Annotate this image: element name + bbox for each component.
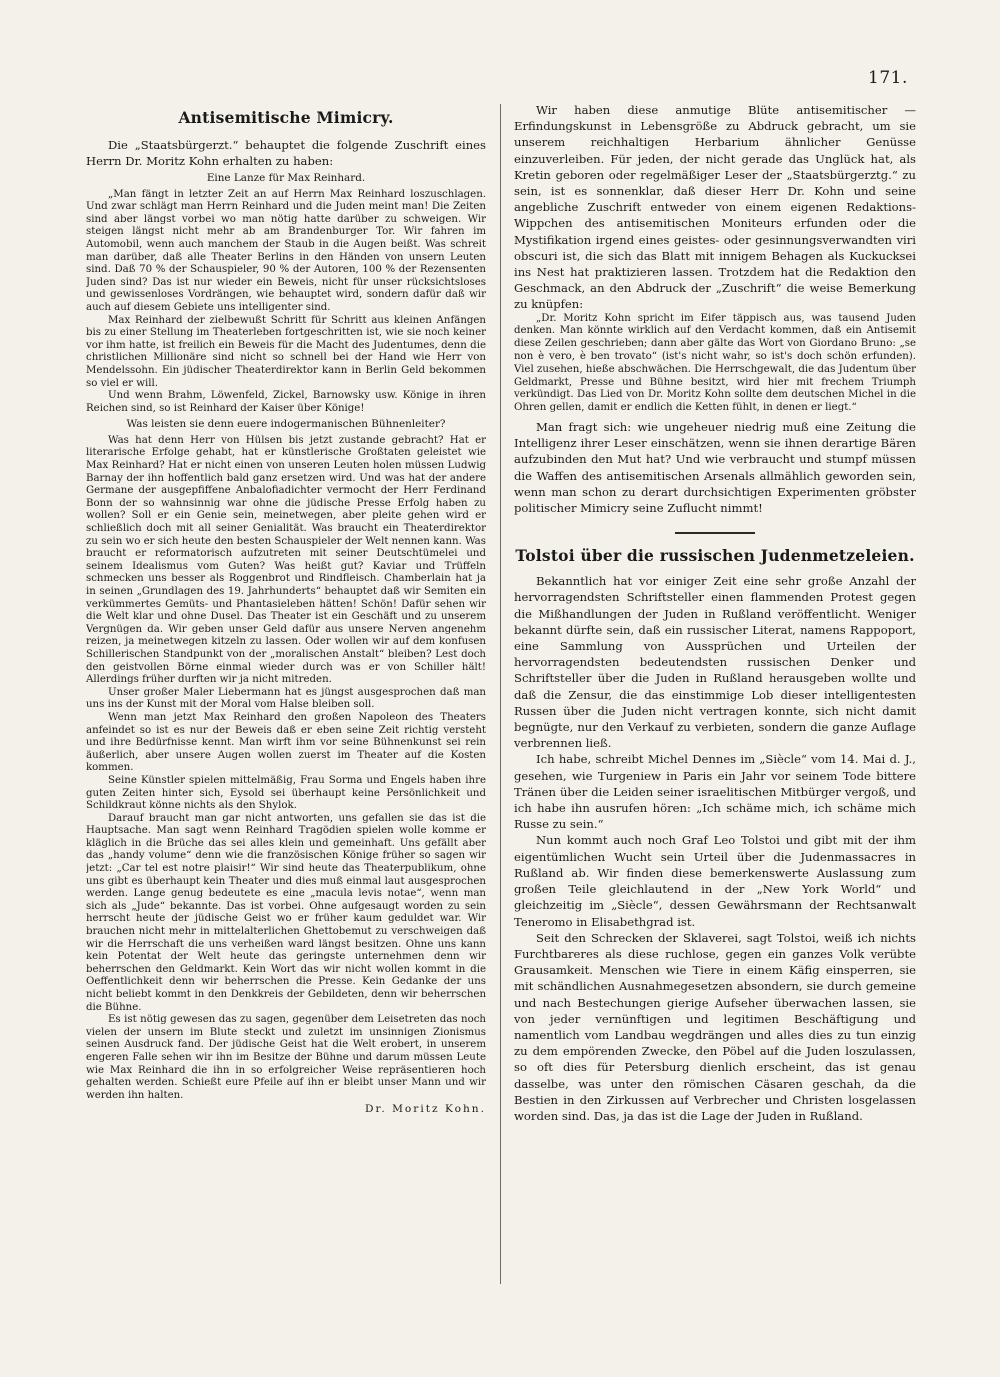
paragraph: Seit den Schrecken der Sklaverei, sagt Tolstoi, weiß ich nichts Furchtbareres als diese ruchlose, gegen ein ganzes Volk verübte Grausamkeit. Menschen wie Tiere in einem Käfig einsperren, sie mit schändlichen Ausnahmegesetzen absondern, sie durch gemeine und nach Bestechungen gierige Aufseher überwachen lassen, sie von jeder vernünftigen und legitimen Beschäftigung und namentlich vom Landbau wegdrängen und alles dies zu tun einzig zu dem empörenden Zwecke, den Pöbel auf die Juden loszulassen, so oft dies für Petersburg dienlich erscheint, das ist genau dasselbe, was unter den römischen Cäsaren geschah, da die Bestien in den Zirkussen auf Verbrecher und Christen losgelassen worden sind. Das, ja das ist die Lage der Juden in Rußland. [514,930,916,1123]
paragraph: Unser großer Maler Liebermann hat es jüngst ausgesprochen daß man uns ins der Kunst mit der Moral vom Halse bleiben soll. [86,686,486,711]
paragraph: Darauf braucht man gar nicht antworten, uns gefallen sie das ist die Hauptsache. Man sagt wenn Reinhard Tragödien spielen wolle komme er kläglich in die Brüche das sei alles klein und gemeinhaft. Uns gefällt aber das „handy volume“ denn wie die französischen Könige früher so sagen wir jetzt: „Car tel est notre plaisir!“ Wir sind heute das Theaterpublikum, ohne uns gibt es überhaupt kein Theater und dies muß einmal laut ausgesprochen werden. Lange genug bedeutete es eine „macula levis notae“, wenn man sich als „Jude“ bekannte. Das ist vorbei. Ohne aufgesaugt worden zu sein herrscht heute der jüdische Geist wo er früher kaum geduldet war. Wir brauchen nicht mehr in mittelalterlichen Ghettobemut zu verschweigen daß wir die Herrschaft die uns verheißen ward längst besitzen. Ohne uns kann kein Potentat der Welt heute das geringste unternehmen denn wir beherrschen den Geldmarkt. Kein Wort das wir nicht wollen kommt in die Oeffentlichkeit denn wir beherrschen die Presse. Kein Gedanke der uns nicht beliebt kommt in den Denkkreis der Gebildeten, denn wir beherrschen die Bühne. [86,812,486,1013]
column-divider [500,104,501,1284]
paragraph: „Man fängt in letzter Zeit an auf Herrn Max Reinhard loszuschlagen. Und zwar schlägt man Herrn Reinhard und die Juden meint man! Die Zeiten sind aber längst vorbei wo man nötig hatte darüber zu schweigen. Wir steigen längst nicht mehr ab am Brandenburger Tor. Wir fahren im Automobil, wenn auch manchem der Staub in die Augen beißt. Was schreit man darüber, daß alle Theater Berlins in den Händen von unsern Leuten sind. Daß 70 % der Schauspieler, 90 % der Autoren, 100 % der Rezensenten Juden sind? Das ist nur wieder ein Beweis, nicht für unser rücksichtsloses und gewissenloses Vordrängen, wie behauptet wird, sondern dafür daß wir auch auf diesem Gebiete uns intelligenter sind. [86,188,486,313]
article-title-tolstoi: Tolstoi über die russischen Judenmetzeleien. [515,546,915,566]
article-title-antisemitische-mimicry: Antisemitische Mimicry. [178,108,394,127]
paragraph: Was hat denn Herr von Hülsen bis jetzt zustande gebracht? Hat er literarische Erfolge gehabt, hat er künstlerische Großtaten geleistet wie Max Reinhard? Hat er nicht einen von unseren Leuten holen müssen Ludwig Barnay der ihn hoffentlich bald ganz ersetzen wird. Und was hat der andere Germane der ausgepfiffene Anbalofiadichter vermocht der Herr Ferdinand Bonn der so wahnsinnig war ohne die jüdische Presse Erfolg haben zu wollen? Soll er ein Genie sein, meinetwegen, aber pleite gehen wird er schließlich doch mit all seiner Genialität. Was braucht ein Theaterdirektor zu sein wo er sich heute den besten Schauspieler der Welt nennen kann. Was braucht er reformatorisch aufzutreten mit seiner Deutschtümelei und seinem Idealismus vom Guten? Was heißt gut? Kaviar und Trüffeln schmecken uns besser als Roggenbrot und Rindfleisch. Chamberlain hat ja in seinen „Grundlagen des 19. Jahrhunderts“ behauptet daß wir Semiten ein verkümmertes Gemüts- und Phantasieleben hätten! Schön! Dafür sehen wir die Welt klar und ohne Dusel. Das Theater ist ein Geschäft und zu unserem Vergnügen da. Wir geben unser Geld dafür aus unsere Nerven angenehm reizen, ja meinetwegen kitzeln zu lassen. Oder wollen wir auf dem konfusen Schillerischen Standpunkt von der „moralischen Anstalt“ bleiben? Lest doch den geistvollen Börne einmal wieder durch was er von Schiller hält! Allerdings früher durften wir ja nicht mitreden. [86,434,486,686]
paragraph: Und wenn Brahm, Löwenfeld, Zickel, Barnowsky usw. Könige in ihren Reichen sind, so ist Reinhard der Kaiser über Könige! [86,390,486,414]
paragraph: Wenn man jetzt Max Reinhard den großen Napoleon des Theaters anfeindet so ist es nur der Beweis daß er eben seine Zeit richtig versteht und ihre Bedürfnisse kennt. Man wirft ihm vor seine Bühnenkunst sei rein äußerlich, aber unsere Augen wollen zuerst im Theater auf die Kosten kommen. [86,711,486,774]
right-column [514,102,916,1288]
paragraph: Max Reinhard der zielbewußt Schritt für Schritt aus kleinen Anfängen bis zu einer Stellung im Theaterleben fortgeschritten ist, wie sie noch keiner vor ihm hatte, ist freilich ein Beweis für die Macht des Judentumes, denn die christlichen Millionäre sind nicht so schnell bei der Hand wie Herr von Mendelssohn. Ein jüdischer Theaterdirektor kann in Berlin Geld bekommen so viel er will. [86,314,486,389]
paragraph: Ich habe, schreibt Michel Dennes im „Siècle“ vom 14. Mai d. J., gesehen, wie Turgeniew in Paris ein Jahr vor seinem Tode bittere Tränen über die Leiden seiner israelitischen Mitbürger vergoß, und ich habe ihn ausrufen hören: „Ich schäme mich, ich schäme mich Russe zu sein.“ [514,752,916,832]
paragraph: Man fragt sich: wie ungeheuer niedrig muß eine Zeitung die Intelligenz ihrer Leser einschätzen, wenn sie ihnen derartige Bären aufzubinden den Mut hat? Und wie verbraucht und stumpf müssen die Waffen des antisemitischen Arsenals allmählich geworden sein, wenn man schon zu derart durchsichtigen Experimenten gröbster politischer Mimicry seine Zuflucht nimmt! [514,420,916,516]
left-column [86,102,486,1288]
article-intro: Die „Staatsbürgerzt.“ behauptet die folgende Zuschrift eines Herrn Dr. Moritz Kohn erhalten zu haben: [86,138,486,168]
paragraph: Nun kommt auch noch Graf Leo Tolstoi und gibt mit der ihm eigentümlichen Wucht sein Urteil über die Judenmassacres in Rußland ab. Wir finden diese bemerkenswerte Auslassung zum großen Teile gleichlautend in der „New York World“ und gleichzeitig im „Siècle“, dessen Gewährsmann der Rechtsanwalt Teneromo in Elisabethgrad ist. [514,833,916,929]
letter-signature: Dr. Moritz Kohn. [364,1103,486,1116]
quoted-remark: „Dr. Moritz Kohn spricht im Eifer täppisch aus, was tausend Juden denken. Man könnte wirklich auf den Verdacht kommen, daß ein Antisemit diese Zeilen geschrieben; dann aber gälte das Wort von Giordano Bruno: „se non è vero, è ben trovato“ (ist's nicht wahr, so ist's doch schön erfunden). Viel zusehen, hieße abschwächen. Die Herrschgewalt, die das Judentum über Geldmarkt, Presse und Bühne besitzt, wird hier mit frechem Triumph verkündigt. Das Lied von Dr. Moritz Kohn sollte dem deutschen Michel in die Ohren gellen, damit er endlich die Ketten fühlt, in denen er liegt.“ [514,312,916,414]
paragraph: Bekanntlich hat vor einiger Zeit eine sehr große Anzahl der hervorragendsten Schriftsteller einen flammenden Protest gegen die Mißhandlungen der Juden in Rußland veröffentlicht. Weniger bekannt dürfte sein, daß ein russischer Literat, namens Rappoport, eine Sammlung von Aussprüchen und Urteilen der hervorragendsten bedeutendsten russischen Denker und Schriftsteller über die Juden in Rußland herausgeben wollte und daß die Zensur, die das einstimmige Lob dieser intelligentesten Russen über die Juden nicht vertragen konnte, sich nicht damit begnügte, nur den Verkauf zu verbieten, sondern die ganze Auflage verbrennen ließ. [514,574,916,751]
letter-subtitle: Eine Lanze für Max Reinhard. [206,172,366,184]
section-divider [675,532,755,534]
paragraph: Wir haben diese anmutige Blüte antisemitischer — Erfindungskunst in Lebensgröße zu Abdruck gebracht, um sie unserem reichhaltigen Herbarium ähnlicher Genüsse einzuverleiben. Für jeden, der nicht gerade das Unglück hat, als Kretin geboren oder regelmäßiger Leser der „Staatsbürgerztg.“ zu sein, ist es sonnenklar, daß dieser Herr Dr. Kohn und seine angebliche Zuschrift entweder von einem eigenen Redaktions-Wippchen des antisemitischen Moniteurs erfunden oder die Mystifikation irgend eines geistes- oder gesinnungsverwandten viri obscuri ist, die sich das Blatt mit innigem Behagen als Kuckucksei ins Nest hat praktizieren lassen. Trotzdem hat die Redaktion den Geschmack, an den Abdruck der „Zuschrift“ die weise Bemerkung zu knüpfen: [514,103,916,312]
paragraph: Was leisten sie denn euere indogermanischen Bühnenleiter? [126,418,446,431]
paragraph: Seine Künstler spielen mittelmäßig, Frau Sorma und Engels haben ihre guten Zeiten hinter sich, Eysold sei überhaupt keine Persönlichkeit und Schildkraut könne nichts als den Shylok. [86,774,486,812]
page-number: 171. [868,68,908,88]
paragraph: Es ist nötig gewesen das zu sagen, gegenüber dem Leisetreten das noch vielen der unsern im Blute steckt und zuletzt im unsinnigen Zionismus seinen Ausdruck fand. Der jüdische Geist hat die Welt erobert, in unserem engeren Falle sehen wir ihn im Besitze der Bühne und darum müssen Leute wie Max Reinhard die ihn in so erfolgreicher Weise repräsentieren hoch gehalten werden. Schießt eure Pfeile auf ihn er bleibt unser Mann und wir werden ihn halten. [86,1014,486,1101]
